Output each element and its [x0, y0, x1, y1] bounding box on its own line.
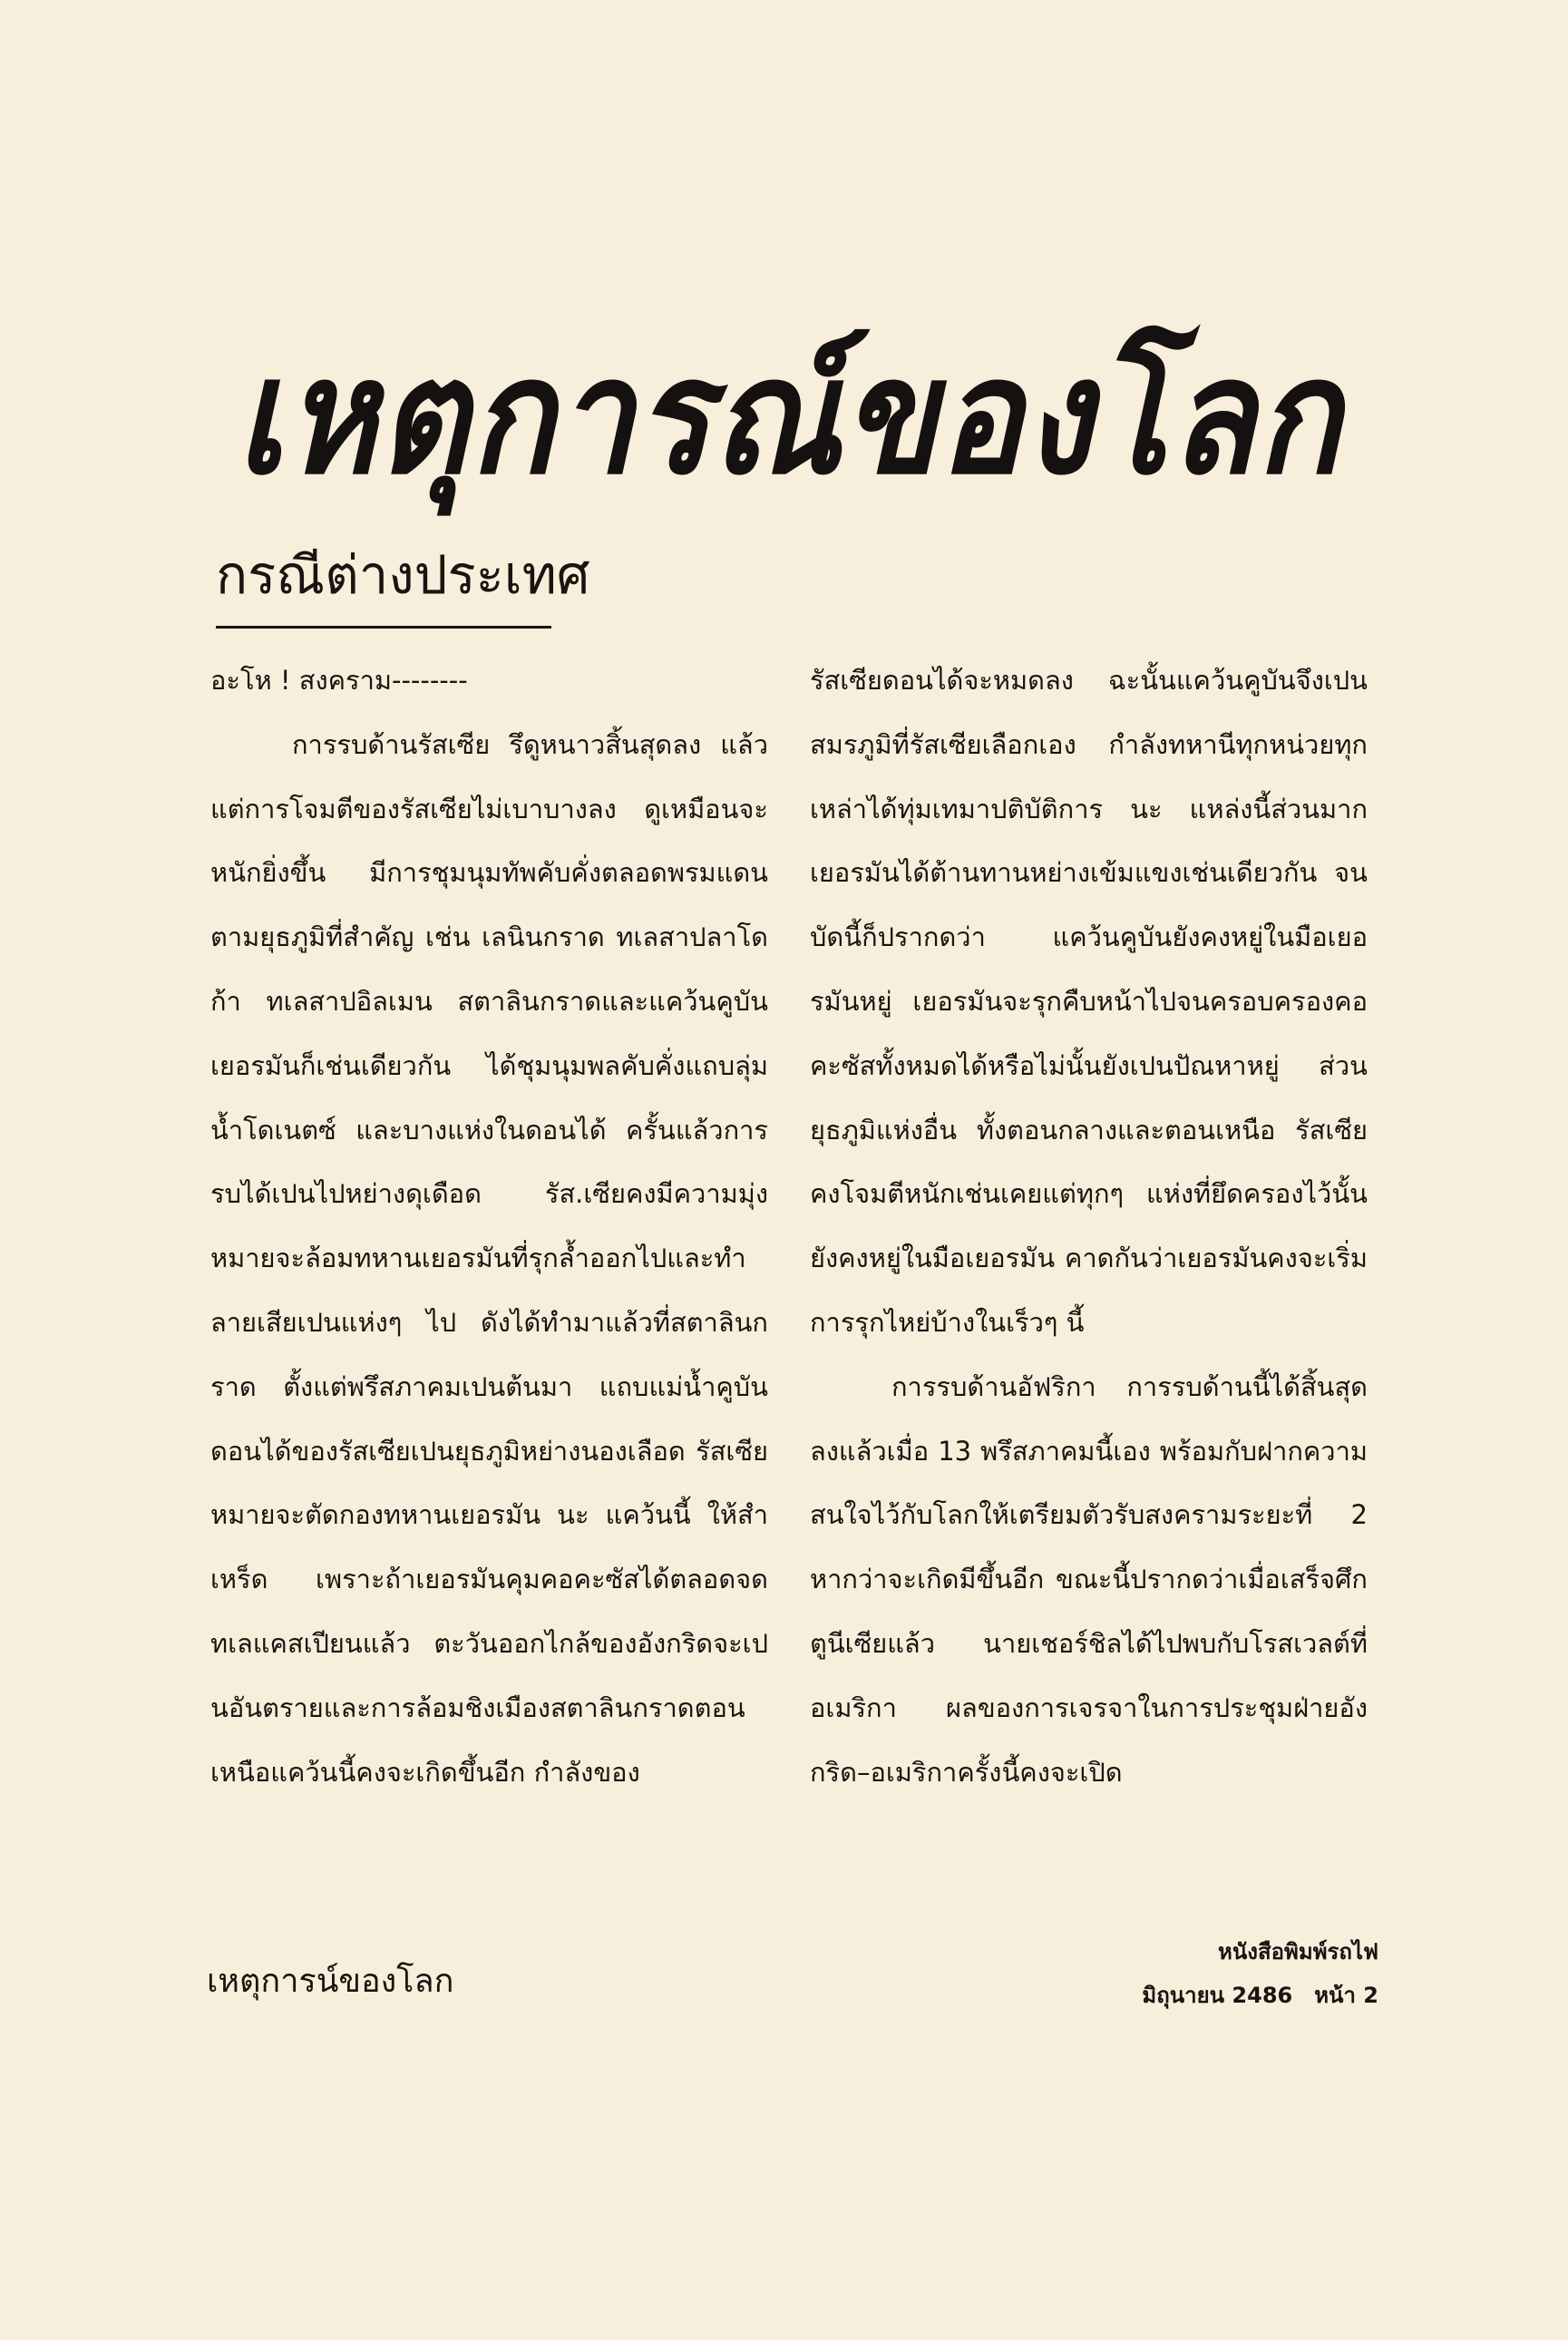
- article-opening-line: อะโห ! สงคราม--------: [210, 665, 468, 696]
- article-column-left: [210, 648, 768, 1804]
- article-column-right: [810, 648, 1368, 1804]
- masthead-text: เหตุการณ์ของโลก: [236, 322, 1506, 510]
- publication-info: [1125, 1930, 1378, 2017]
- publication-name: หนังสือพิมพ์รถไฟ: [1218, 1939, 1378, 1965]
- article-paragraph-africa: การรบด้านอัฟริกา การรบด้านนี้ได้สิ้นสุดลงแล้วเมื่อ 13 พรึสภาคมนี้เอง พร้อมกับฝากความสนใจไว้กับโลกให้เตรียมตัวรับสงครามระยะที่ 2 หากว่าจะเกิดมีขึ้นอีก ขณะนี้ปรากดว่าเมื่อเสร็จศึกตูนีเซียแล้ว นายเชอร์ชิลได้ไปพบกับโรสเวลต์ที่อเมริกา ผลของการเจรจาในการประชุมฝ่ายอังกริด–อเมริกาครั้งนี้คงจะเปิด: [810, 1370, 1368, 1788]
- issue-line: [1125, 1974, 1378, 2017]
- running-title: เหตุการน์ของโลก: [207, 1963, 454, 2000]
- section-heading: กรณีต่างประเทศ: [216, 544, 590, 606]
- section-heading-underline: [216, 626, 551, 629]
- article-paragraph-russia: การรบด้านรัสเซีย รึดูหนาวสิ้นสุดลง แล้วแต่การโจมตีของรัสเซียไม่เบาบางลง ดูเหมือนจะหนักยิ่งขึ้น มีการชุมนุมทัพคับคั่งตลอดพรมแดนตามยุธภูมิที่สำคัญ เช่น เลนินกราด ทเลสาปลาโดก้า ทเลสาปอิลเมน สตาลินกราดและแคว้นคูบัน เยอรมันก็เช่นเดียวกัน ได้ชุมนุมพลคับคั่งแถบลุ่มน้ำโดเนตซ์ และบางแห่งในดอนได้ ครั้นแล้วการรบได้เปนไปหย่างดุเดือด รัส.เซียคงมีความมุ่งหมายจะล้อมทหานเยอรมันที่รุกล้ำออกไปและทำลายเสียเปนแห่งๆ ไป ดังได้ทำมาแล้วที่สตาลินกราด ตั้งแต่พรึสภาคมเปนต้นมา แถบแม่น้ำคูบันดอนได้ของรัสเซียเปนยุธภูมิหย่างนองเลือด รัสเซียหมายจะตัดกองทหานเยอรมัน นะ แคว้นนี้ ให้สำเหร็ด เพราะถ้าเยอรมันคุมคอคะซัสได้ตลอดจดทเลแคสเปียนแล้ว ตะวันออกไกล้ของอังกริดจะเปนอันตรายและการล้อมชิงเมืองสตาลินกราดตอนเหนือแคว้นนี้คงจะเกิดขึ้นอีก กำลังของ: [210, 728, 768, 1788]
- page-number: หน้า 2: [1314, 1983, 1378, 2008]
- masthead-lettering: [227, 322, 1506, 510]
- masthead-title: [227, 322, 1506, 510]
- issue-date: มิถุนายน 2486: [1142, 1983, 1293, 2008]
- article-paragraph-russia-continued: รัสเซียดอนได้จะหมดลง ฉะนั้นแคว้นคูบันจึงเปนสมรภูมิที่รัสเซียเลือกเอง กำลังทหานีทุกหน่วยทุกเหล่าได้ทุ่มเทมาปติบัติการ นะ แหล่งนี้ส่วนมาก เยอรมันได้ต้านทานหย่างเข้มแขงเช่นเดียวกัน จนบัดนี้ก็ปรากดว่า แคว้นคูบันยังคงหยู่ในมือเยอรมันหยู่ เยอรมันจะรุกคืบหน้าไปจนครอบครองคอคะซัสทั้งหมดได้หรือไม่นั้นยังเปนปัณหาหยู่ ส่วนยุธภูมิแห่งอื่น ทั้งตอนกลางและตอนเหนือ รัสเซียคงโจมตีหนักเช่นเคยแต่ทุกๆ แห่งที่ยึดครองไว้นั้นยังคงหยู่ในมือเยอรมัน คาดกันว่าเยอรมันคงจะเริ่มการรุกไหย่บ้างในเร็วๆ นี้: [810, 665, 1368, 1338]
